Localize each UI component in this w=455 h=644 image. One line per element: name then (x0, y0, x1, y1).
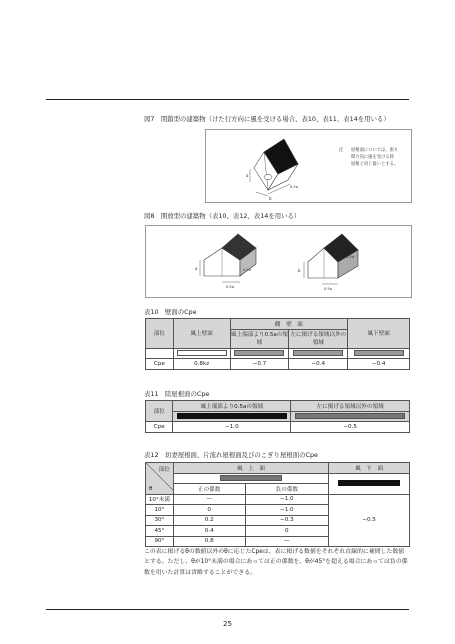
table10-cell: 0.8kz (173, 359, 230, 370)
top-rule (46, 99, 409, 100)
table10-cell: −0.4 (348, 359, 410, 370)
table12-angle: 10° (146, 505, 174, 516)
table10-windward-header: 風上壁面 (173, 319, 230, 349)
table10-swatch-windward (173, 348, 230, 359)
page-number: 25 (223, 620, 232, 628)
bottom-rule (46, 609, 409, 610)
table11-col-b-header: 左に掲げる領域以外の領域 (291, 401, 410, 412)
fig8-dim-d2: 0.5a (346, 255, 354, 259)
table12-neg-cell: −1.0 (245, 505, 329, 516)
table12-swatch-leeward (329, 473, 410, 494)
table10-side-header: 側 壁 面 (230, 319, 348, 330)
table11-cpe-label: Cpe (146, 422, 173, 433)
fig7-note-line: 屋根面については、張り (351, 148, 399, 153)
table12-pos-cell: 0.2 (173, 515, 245, 526)
fig8-dim-c1: 0.5a (226, 285, 234, 289)
table10-cell: −0.7 (230, 359, 289, 370)
table10-cell: −0.4 (289, 359, 348, 370)
fig7-note-mark: 注 (339, 148, 344, 153)
table10-swatch-side-b (289, 348, 348, 359)
table10-part-header: 部位 (146, 319, 174, 349)
fig7-note-line: 間方向に風を受ける陸 (351, 154, 394, 160)
table12-neg-cell: −1.0 (245, 494, 329, 505)
table10-caption: 表10 壁面のCpe (144, 308, 197, 316)
table12-theta-label: θ (149, 485, 153, 492)
table12-pos-cell: 0 (173, 505, 245, 516)
table12 (145, 462, 410, 547)
fig7-note-line: 屋根と同じ扱いとする。 (351, 161, 399, 167)
fig8-dim-b: b (298, 268, 301, 273)
table12-angle: 45° (146, 526, 174, 537)
table12-angle: 90° (146, 536, 174, 547)
table11-cell: −0.5 (291, 422, 410, 433)
fig8-frame (145, 225, 412, 298)
table11-caption: 表11 陸屋根面のCpe (144, 390, 210, 398)
table12-angle: 30° (146, 515, 174, 526)
table11-col-a-header: 風上端部より0.5aの領域 (173, 401, 291, 412)
fig8-dim-c2: 0.5a (324, 287, 332, 291)
table12-pos-cell: 0.4 (173, 526, 245, 537)
table10-cpe-label: Cpe (146, 359, 174, 370)
table12-swatch-windward (173, 473, 328, 484)
fig8-caption: 図8 開放型の建築物（表10、表12、表14を用いる） (144, 212, 301, 220)
table12-angle: 10°未満 (146, 494, 174, 505)
table12-pos-cell: 0.8 (173, 536, 245, 547)
table10 (145, 318, 410, 370)
table11-cell: −1.0 (173, 422, 291, 433)
fig7-dim-a: a (246, 173, 249, 178)
table12-neg-cell: — (245, 536, 329, 547)
table10-swatch-side-a (230, 348, 289, 359)
fig7-caption: 図7 閉鎖型の建築物（けた行方向に風を受ける場合、表10、表11、表14を用いる） (144, 115, 390, 123)
table11 (145, 400, 410, 433)
table12-neg-header: 負の係数 (245, 484, 329, 495)
table12-neg-cell: −0.3 (245, 515, 329, 526)
table12-windward-header: 風 上 面 (173, 463, 328, 474)
table10-swatch-leeward (348, 348, 410, 359)
table10-leeward-header: 風下壁面 (348, 319, 410, 349)
table12-caption: 表12 切妻屋根面、片流れ屋根面及びのこぎり屋根面のCpe (144, 451, 318, 459)
fig8-dim-a: a (195, 266, 198, 271)
fig7-dim-c: 0.5a (290, 185, 298, 189)
table12-leeward-value: −0.5 (329, 494, 410, 547)
table12-corner-header (146, 463, 174, 495)
table11-part-header: 部位 (146, 401, 173, 422)
table10-side-a-header: 風上端部より0.5aの領域 (230, 329, 289, 348)
fig8-dim-d1: 0.5a (243, 268, 251, 272)
table10-swatch-empty (146, 348, 174, 359)
table11-swatch-a (173, 411, 291, 422)
table12-part-label: 部位 (158, 467, 170, 473)
table12-pos-cell: — (173, 494, 245, 505)
table12-neg-cell: 0 (245, 526, 329, 537)
table12-footnote: この表に掲げるθの数値以外のθに応じたCpeは、表に掲げる数値をそれぞれ直線的に補間した数値とする。ただし、θが10°未満の場合にあっては正の係数を、θが45°を超える場合にあっては負の係数を用いた計算は省略することができる。 (144, 549, 408, 576)
table11-swatch-b (291, 411, 410, 422)
table10-side-b-header: 左に掲げる領域以外の領域 (289, 329, 348, 348)
fig8-building-illustrations (146, 226, 411, 297)
table12-leeward-header: 風 下 面 (329, 463, 410, 474)
fig7-dim-b: b (269, 196, 272, 201)
table12-pos-header: 正の係数 (173, 484, 245, 495)
